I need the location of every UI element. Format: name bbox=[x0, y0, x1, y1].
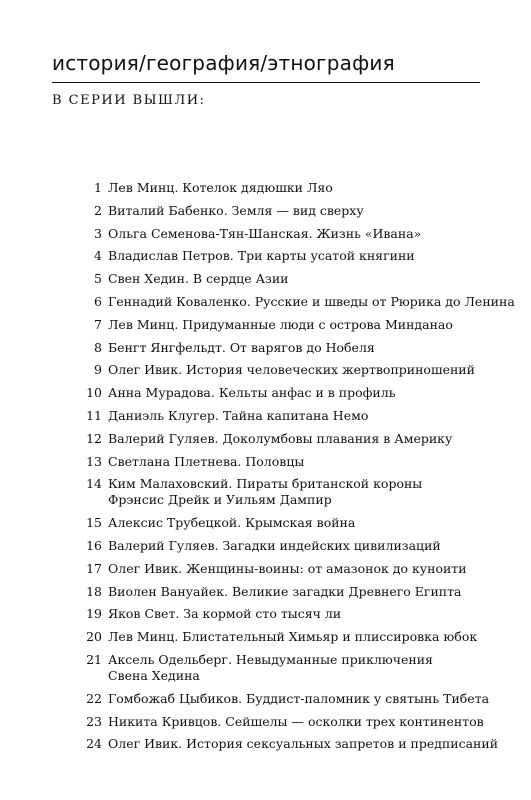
book-title bbox=[108, 714, 500, 730]
book-number: 18 bbox=[86, 583, 102, 599]
book-title bbox=[108, 203, 500, 219]
book-title-line: Яков Свет. За кормой сто тысяч ли bbox=[108, 606, 342, 622]
book-title-line: Валерий Гуляев. Доколумбовы плавания в Америку bbox=[108, 430, 453, 446]
book-list-item bbox=[80, 340, 500, 356]
book-title-line: Даниэль Клугер. Тайна капитана Немо bbox=[108, 407, 369, 423]
header-rule bbox=[52, 82, 480, 83]
book-title-line: Виолен Вануайек. Великие загадки Древнего Египта bbox=[108, 583, 462, 599]
book-title bbox=[108, 317, 500, 333]
book-title bbox=[108, 385, 500, 401]
book-number: 16 bbox=[86, 537, 102, 553]
book-number: 14 bbox=[86, 476, 102, 492]
book-title-line: Геннадий Коваленко. Русские и шведы от Рюрика до Ленина bbox=[108, 293, 515, 309]
book-title bbox=[108, 652, 500, 684]
book-title-line: Лев Минц. Придуманные люди с острова Минданао bbox=[108, 316, 453, 332]
book-title-line: Лев Минц. Котелок дядюшки Ляо bbox=[108, 180, 333, 195]
book-title-line: Анна Мурадова. Кельты анфас и в профиль bbox=[108, 385, 396, 401]
book-list-item bbox=[80, 408, 500, 424]
book-title bbox=[108, 294, 515, 310]
book-title bbox=[108, 431, 500, 447]
book-number: 24 bbox=[86, 736, 102, 752]
book-title bbox=[108, 691, 500, 707]
book-title-line: Олег Ивик. Женщины-воины: от амазонок до куноити bbox=[108, 560, 467, 576]
book-title-line: Аксель Одельберг. Невыдуманные приключения bbox=[108, 651, 433, 667]
book-title-line: Олег Ивик. История человеческих жертвоприношений bbox=[108, 362, 475, 378]
book-title bbox=[108, 454, 500, 470]
book-title bbox=[108, 629, 500, 645]
book-title bbox=[108, 476, 500, 508]
book-list-item bbox=[80, 180, 500, 196]
book-title-line: Валерий Гуляев. Загадки индейских цивилизаций bbox=[108, 537, 441, 553]
book-title bbox=[108, 561, 500, 577]
book-title-line: Лев Минц. Блистательный Химьяр и плиссировка юбок bbox=[108, 629, 478, 645]
book-list-item bbox=[80, 736, 500, 752]
book-title bbox=[108, 362, 500, 378]
book-number: 15 bbox=[86, 515, 102, 531]
book-list bbox=[80, 180, 515, 759]
book-list-item bbox=[80, 203, 500, 219]
book-title bbox=[108, 340, 500, 356]
book-list-item bbox=[80, 431, 500, 447]
book-number: 10 bbox=[86, 385, 102, 401]
book-title bbox=[108, 271, 500, 287]
book-title-line: Ольга Семенова-Тян-Шанская. Жизнь «Ивана» bbox=[108, 225, 422, 241]
book-list-item bbox=[80, 538, 500, 554]
book-number: 11 bbox=[86, 407, 102, 423]
book-number: 4 bbox=[94, 248, 102, 264]
book-list-item bbox=[80, 714, 500, 730]
book-title-line: Бенгт Янгфельдт. От варягов до Нобеля bbox=[108, 339, 375, 355]
page-header bbox=[52, 50, 480, 83]
book-number: 21 bbox=[86, 651, 102, 667]
book-list-item bbox=[80, 515, 500, 531]
book-list-item bbox=[80, 362, 500, 378]
book-list-item bbox=[80, 248, 500, 264]
book-list-item bbox=[80, 454, 500, 470]
book-title-line: Алексис Трубецкой. Крымская война bbox=[108, 515, 356, 531]
book-number: 3 bbox=[94, 225, 102, 241]
book-list-item bbox=[80, 652, 500, 684]
book-number: 13 bbox=[86, 453, 102, 469]
book-number: 19 bbox=[86, 606, 102, 622]
book-title bbox=[108, 584, 500, 600]
book-number: 6 bbox=[94, 293, 102, 309]
book-title bbox=[108, 408, 500, 424]
series-title: история/география/этнография bbox=[52, 51, 395, 75]
book-list-item bbox=[80, 629, 500, 645]
book-title-line: Светлана Плетнева. Половцы bbox=[108, 453, 305, 469]
book-title-line: Свен Хедин. В сердце Азии bbox=[108, 271, 289, 287]
book-title-line: Фрэнсис Дрейк и Уильям Дампир bbox=[108, 492, 332, 508]
book-list-item bbox=[80, 606, 500, 622]
book-number: 17 bbox=[86, 560, 102, 576]
book-number: 8 bbox=[94, 339, 102, 355]
book-list-item bbox=[80, 293, 515, 310]
book-number: 22 bbox=[86, 690, 102, 706]
book-number: 12 bbox=[86, 430, 102, 446]
book-number: 9 bbox=[94, 362, 102, 378]
book-title bbox=[108, 248, 500, 264]
book-list-item bbox=[80, 271, 500, 287]
book-title-line: Свена Хедина bbox=[108, 667, 200, 683]
book-list-item bbox=[80, 561, 500, 577]
book-number: 7 bbox=[94, 316, 102, 332]
book-number: 2 bbox=[94, 202, 102, 218]
book-title bbox=[108, 180, 500, 196]
book-title-line: Ким Малаховский. Пираты британской короны bbox=[108, 476, 423, 492]
list-heading: В СЕРИИ ВЫШЛИ: bbox=[52, 93, 206, 108]
book-number: 1 bbox=[94, 180, 102, 195]
book-list-item bbox=[80, 691, 500, 707]
book-list-item bbox=[80, 385, 500, 401]
book-title bbox=[108, 226, 500, 242]
book-title-line: Никита Кривцов. Сейшелы — осколки трех континентов bbox=[108, 713, 484, 729]
book-title-line: Владислав Петров. Три карты усатой княгини bbox=[108, 248, 415, 264]
book-number: 5 bbox=[94, 271, 102, 287]
book-list-item bbox=[80, 317, 500, 333]
book-list-item bbox=[80, 476, 500, 508]
book-number: 23 bbox=[86, 713, 102, 729]
book-number: 20 bbox=[86, 629, 102, 645]
book-title-line: Гомбожаб Цыбиков. Буддист-паломник у святынь Тибета bbox=[108, 690, 490, 706]
book-title bbox=[108, 736, 500, 752]
book-title bbox=[108, 515, 500, 531]
book-title bbox=[108, 606, 500, 622]
book-title-line: Виталий Бабенко. Земля — вид сверху bbox=[108, 202, 364, 218]
book-list-item bbox=[80, 226, 500, 242]
book-title bbox=[108, 538, 500, 554]
book-title-line: Олег Ивик. История сексуальных запретов и предписаний bbox=[108, 736, 499, 752]
book-list-item bbox=[80, 584, 500, 600]
